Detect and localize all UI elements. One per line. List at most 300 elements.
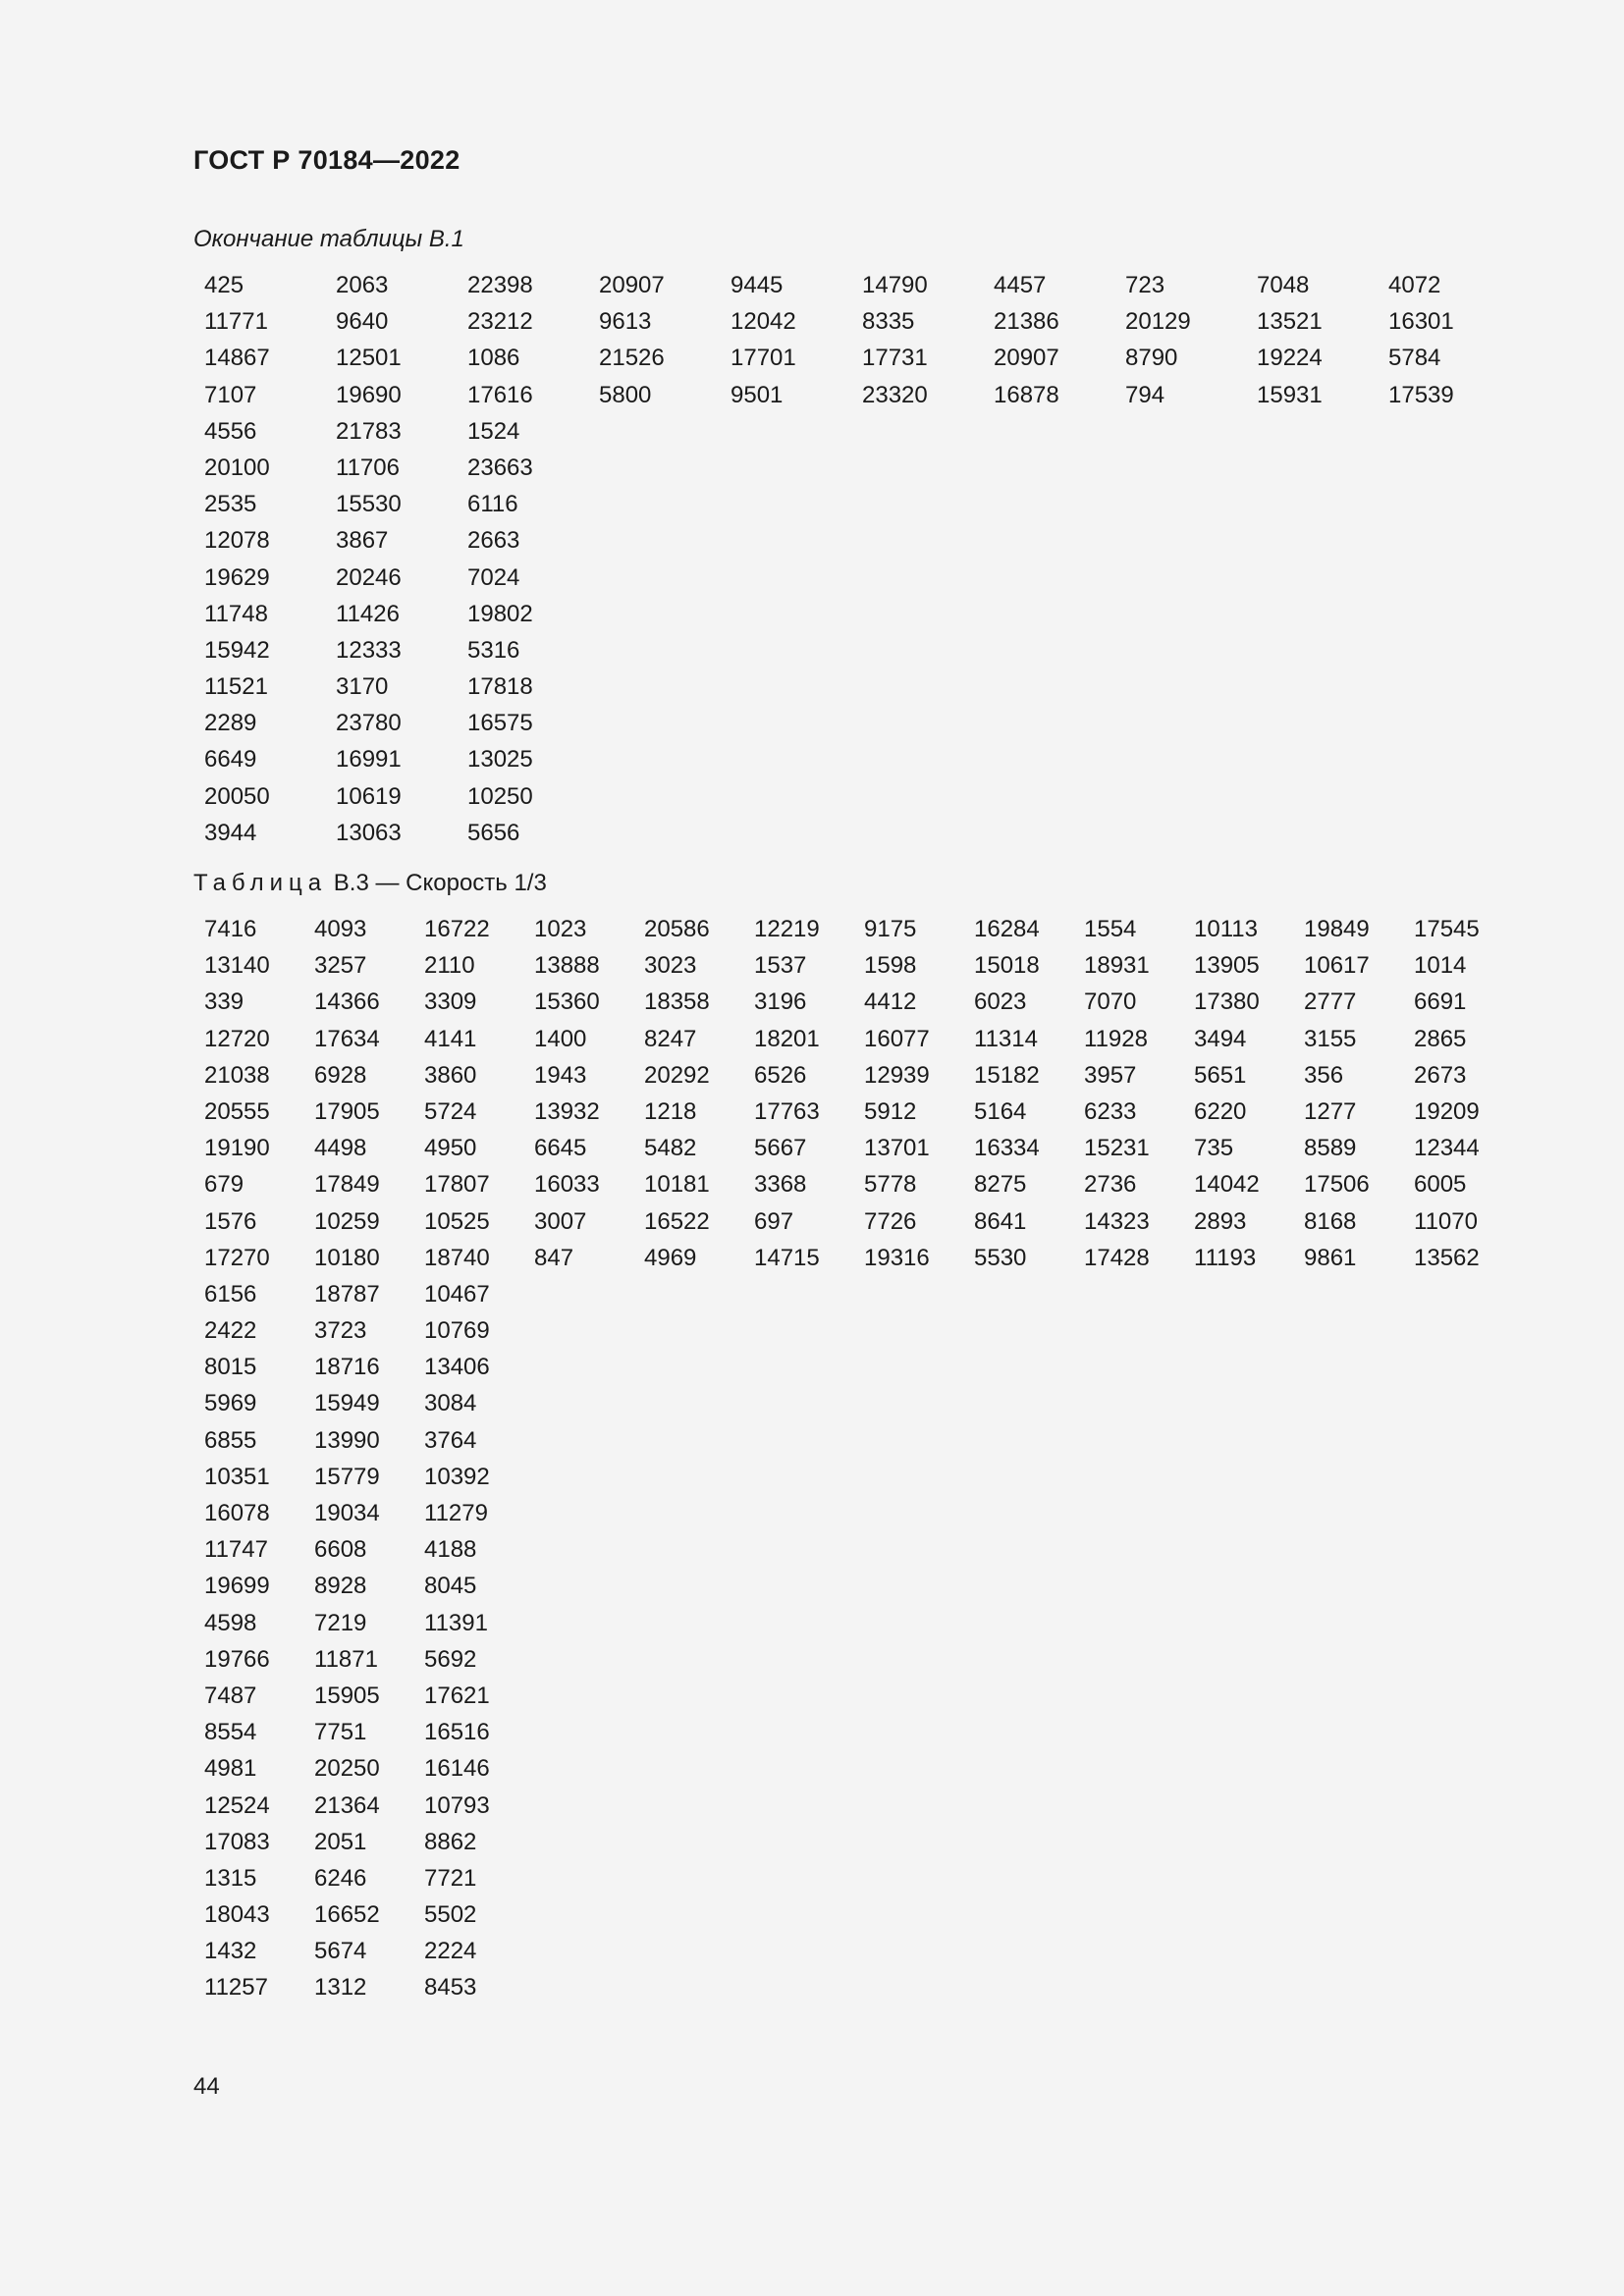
- table-cell: 11314: [974, 1025, 1038, 1052]
- table-cell: 8247: [644, 1025, 697, 1052]
- table-cell: [731, 601, 862, 637]
- table-cell: 12344: [1414, 1135, 1480, 1162]
- table-cell: [1194, 1682, 1304, 1719]
- table-cell: [599, 710, 731, 746]
- table-cell: 1014: [1414, 952, 1467, 980]
- table-cell: 23780: [336, 710, 402, 737]
- table-cell: [974, 1610, 1084, 1646]
- table-cell: 5656: [467, 819, 520, 846]
- table-cell: 10392: [424, 1463, 490, 1490]
- table-cell: 6023: [974, 988, 1027, 1016]
- table-row: [204, 1755, 1524, 1791]
- table-row: [204, 1974, 1524, 2010]
- table-row: [204, 345, 1520, 381]
- table-cell: 4188: [424, 1536, 477, 1564]
- table-cell: [1414, 1938, 1524, 1974]
- table-cell: [1084, 1938, 1194, 1974]
- table-cell: 21364: [314, 1791, 380, 1819]
- table-cell: [1414, 1354, 1524, 1390]
- table-cell: 19209: [1414, 1097, 1480, 1125]
- table-cell: 5164: [974, 1097, 1027, 1125]
- table-cell: [1125, 783, 1257, 820]
- table-cell: 10113: [1194, 916, 1258, 942]
- table-cell: 13063: [336, 819, 402, 846]
- table-cell: 11871: [314, 1645, 378, 1673]
- table-cell: [1084, 1536, 1194, 1573]
- table-cell: [862, 637, 994, 673]
- table-cell: 1943: [534, 1061, 587, 1089]
- table-cell: [1388, 637, 1520, 673]
- table-cell: [864, 1427, 974, 1464]
- table-row: [204, 1536, 1524, 1573]
- table-cell: 15182: [974, 1061, 1040, 1089]
- table-b3-caption: [193, 870, 547, 897]
- table-cell: 5482: [644, 1135, 697, 1162]
- table-cell: 9640: [336, 308, 389, 336]
- table-cell: 12078: [204, 527, 270, 555]
- table-cell: 16078: [204, 1500, 270, 1526]
- table-cell: [1304, 1719, 1414, 1755]
- table-cell: [644, 1646, 754, 1682]
- table-cell: 3084: [424, 1390, 477, 1417]
- table-cell: 13888: [534, 952, 600, 980]
- table-cell: [1084, 1646, 1194, 1682]
- table-cell: [1084, 1390, 1194, 1426]
- table-cell: 1277: [1304, 1097, 1357, 1125]
- table-cell: 6645: [534, 1135, 587, 1162]
- table-row: [204, 746, 1520, 782]
- table-cell: 5651: [1194, 1061, 1247, 1089]
- table-cell: [1388, 418, 1520, 454]
- table-cell: [864, 1938, 974, 1974]
- table-cell: 20050: [204, 782, 270, 810]
- table-cell: 10250: [467, 782, 533, 810]
- table-cell: 19849: [1304, 916, 1370, 942]
- table-cell: 3764: [424, 1426, 477, 1454]
- table-cell: 8641: [974, 1207, 1027, 1235]
- table-cell: 3196: [754, 988, 807, 1016]
- table-cell: 8862: [424, 1828, 477, 1855]
- table-cell: 1598: [864, 952, 917, 980]
- table-cell: [1257, 673, 1388, 710]
- table-cell: [1414, 1682, 1524, 1719]
- table-cell: [1304, 1354, 1414, 1390]
- table-cell: [994, 527, 1125, 563]
- table-cell: [599, 454, 731, 491]
- table-cell: [1084, 1610, 1194, 1646]
- table-cell: [1304, 1901, 1414, 1938]
- table-cell: 18358: [644, 988, 710, 1016]
- table-cell: 17905: [314, 1097, 380, 1125]
- table-cell: 2110: [424, 952, 475, 980]
- table-cell: 15942: [204, 636, 270, 664]
- table-row: [204, 1062, 1524, 1098]
- table-cell: [1388, 601, 1520, 637]
- table-cell: [862, 454, 994, 491]
- table-cell: 15530: [336, 491, 402, 518]
- table-cell: [1304, 1317, 1414, 1354]
- table-row: [204, 1317, 1524, 1354]
- table-cell: [644, 1317, 754, 1354]
- table-cell: [994, 710, 1125, 746]
- table-cell: [1257, 746, 1388, 782]
- table-cell: 13990: [314, 1426, 380, 1454]
- table-cell: [1388, 527, 1520, 563]
- table-cell: 2422: [204, 1317, 257, 1345]
- table-cell: 5800: [599, 381, 652, 408]
- table-cell: 18787: [314, 1280, 380, 1308]
- table-cell: 3957: [1084, 1061, 1137, 1089]
- table-cell: [754, 1464, 864, 1500]
- table-cell: [1414, 1719, 1524, 1755]
- table-cell: [864, 1646, 974, 1682]
- table-cell: [534, 1938, 644, 1974]
- table-cell: [599, 601, 731, 637]
- table-cell: 11928: [1084, 1025, 1148, 1052]
- table-cell: [1388, 491, 1520, 527]
- table-cell: 10259: [314, 1207, 380, 1235]
- table-cell: 11706: [336, 454, 400, 481]
- table-cell: [1125, 673, 1257, 710]
- table-cell: 17849: [314, 1171, 380, 1199]
- table-cell: 10351: [204, 1463, 270, 1490]
- table-cell: [862, 564, 994, 601]
- table-cell: 6928: [314, 1061, 367, 1089]
- table-cell: 6116: [467, 491, 518, 518]
- table-cell: 20555: [204, 1097, 270, 1125]
- table-cell: 679: [204, 1171, 244, 1199]
- table-cell: [1414, 1829, 1524, 1865]
- table-cell: [1125, 820, 1257, 856]
- table-cell: [534, 1755, 644, 1791]
- table-cell: [1084, 1317, 1194, 1354]
- table-cell: [974, 1682, 1084, 1719]
- table-cell: 19224: [1257, 345, 1323, 372]
- table-cell: 735: [1194, 1135, 1234, 1162]
- table-cell: [1304, 1646, 1414, 1682]
- table-cell: [1257, 637, 1388, 673]
- table-cell: 21783: [336, 417, 402, 445]
- table-cell: 11426: [336, 600, 400, 627]
- table-cell: 6608: [314, 1536, 367, 1564]
- table-cell: [974, 1354, 1084, 1390]
- table-cell: [1084, 1354, 1194, 1390]
- table-cell: [644, 1500, 754, 1536]
- table-cell: [1388, 820, 1520, 856]
- table-cell: [534, 1682, 644, 1719]
- table-cell: 5784: [1388, 345, 1441, 372]
- table-row: [204, 1026, 1524, 1062]
- table-cell: [644, 1281, 754, 1317]
- table-cell: 17807: [424, 1171, 490, 1199]
- table-cell: [731, 637, 862, 673]
- table-cell: 16301: [1388, 308, 1454, 336]
- table-cell: [864, 1682, 974, 1719]
- table-cell: [1414, 1390, 1524, 1426]
- table-cell: [974, 1865, 1084, 1901]
- table-cell: 16334: [974, 1135, 1040, 1162]
- table-cell: 11257: [204, 1974, 268, 2002]
- table-row: [204, 1901, 1524, 1938]
- table-cell: 17545: [1414, 916, 1480, 942]
- table-cell: [1125, 491, 1257, 527]
- table-cell: 8015: [204, 1354, 257, 1381]
- table-cell: [754, 1573, 864, 1609]
- table-cell: [862, 527, 994, 563]
- table-cell: [754, 1719, 864, 1755]
- table-cell: 8335: [862, 308, 915, 336]
- table-cell: 16033: [534, 1171, 600, 1199]
- table-row: [204, 1646, 1524, 1682]
- table-row: [204, 916, 1524, 952]
- table-cell: [1084, 1573, 1194, 1609]
- table-cell: [1194, 1536, 1304, 1573]
- table-cell: 11747: [204, 1536, 268, 1564]
- table-cell: [974, 1317, 1084, 1354]
- table-cell: [1194, 1390, 1304, 1426]
- table-cell: [994, 820, 1125, 856]
- table-cell: 15231: [1084, 1135, 1150, 1162]
- table-cell: 19190: [204, 1135, 270, 1162]
- table-cell: 7726: [864, 1207, 917, 1235]
- table-cell: [974, 1646, 1084, 1682]
- table-cell: [1304, 1500, 1414, 1536]
- table-cell: [1194, 1719, 1304, 1755]
- table-cell: 6233: [1084, 1097, 1137, 1125]
- table-cell: [862, 820, 994, 856]
- table-cell: 19690: [336, 381, 402, 408]
- table-cell: [754, 1829, 864, 1865]
- table-cell: [994, 783, 1125, 820]
- table-row: [204, 1865, 1524, 1901]
- table-cell: [754, 1610, 864, 1646]
- table-row: [204, 1245, 1524, 1281]
- table-cell: [534, 1536, 644, 1573]
- table-row: [204, 1792, 1524, 1829]
- table-row: [204, 1610, 1524, 1646]
- table-cell: 4093: [314, 916, 367, 942]
- table-cell: 23663: [467, 454, 533, 481]
- table-cell: [1194, 1901, 1304, 1938]
- table-cell: [974, 1901, 1084, 1938]
- table-cell: [994, 601, 1125, 637]
- table-cell: 1537: [754, 952, 807, 980]
- table-cell: 13562: [1414, 1244, 1480, 1271]
- table-cell: [644, 1536, 754, 1573]
- table-cell: 3155: [1304, 1025, 1357, 1052]
- table-cell: [534, 1792, 644, 1829]
- table-cell: 20907: [599, 272, 665, 298]
- table-cell: [731, 418, 862, 454]
- table-cell: [754, 1792, 864, 1829]
- table-cell: 8168: [1304, 1207, 1357, 1235]
- table-cell: [644, 1755, 754, 1791]
- table-cell: [1125, 527, 1257, 563]
- table-cell: [864, 1390, 974, 1426]
- table-cell: 15018: [974, 952, 1040, 980]
- table-row: [204, 1354, 1524, 1390]
- table-cell: 1315: [204, 1864, 257, 1892]
- table-cell: [754, 1281, 864, 1317]
- table-cell: [1388, 746, 1520, 782]
- table-cell: [974, 1719, 1084, 1755]
- table-cell: [1304, 1682, 1414, 1719]
- table-cell: [1304, 1755, 1414, 1791]
- table-cell: [974, 1464, 1084, 1500]
- table-cell: 8589: [1304, 1135, 1357, 1162]
- table-cell: [731, 746, 862, 782]
- table-cell: [1304, 1610, 1414, 1646]
- table-cell: 2535: [204, 491, 257, 518]
- table-cell: 11070: [1414, 1207, 1478, 1235]
- table-cell: 13701: [864, 1135, 930, 1162]
- table-cell: 2051: [314, 1828, 367, 1855]
- table-cell: 10180: [314, 1244, 380, 1271]
- table-cell: [1084, 1792, 1194, 1829]
- table-cell: [1194, 1427, 1304, 1464]
- table-cell: 2063: [336, 272, 389, 298]
- table-row: [204, 1829, 1524, 1865]
- table-cell: [864, 1354, 974, 1390]
- table-cell: 6691: [1414, 988, 1467, 1016]
- table-cell: [974, 1974, 1084, 2010]
- table-cell: [1257, 601, 1388, 637]
- table-cell: [862, 601, 994, 637]
- table-cell: 17763: [754, 1097, 820, 1125]
- table-cell: [1125, 454, 1257, 491]
- table-cell: 16652: [314, 1901, 380, 1929]
- table-cell: [731, 783, 862, 820]
- table-cell: [644, 1354, 754, 1390]
- table-cell: [1388, 783, 1520, 820]
- table-cell: 16284: [974, 916, 1040, 942]
- table-cell: [1194, 1792, 1304, 1829]
- table-cell: [644, 1901, 754, 1938]
- table-cell: 9613: [599, 308, 652, 336]
- table-cell: [754, 1317, 864, 1354]
- table-cell: [864, 1281, 974, 1317]
- table-cell: 12939: [864, 1061, 930, 1089]
- table-cell: [1257, 710, 1388, 746]
- table-row: [204, 1500, 1524, 1536]
- table-cell: 723: [1125, 272, 1165, 298]
- table-cell: [1414, 1646, 1524, 1682]
- table-cell: [1084, 1829, 1194, 1865]
- table-cell: [1125, 746, 1257, 782]
- table-cell: 11521: [204, 673, 268, 701]
- table-cell: [1414, 1573, 1524, 1609]
- table-cell: [754, 1354, 864, 1390]
- table-cell: [534, 1354, 644, 1390]
- table-cell: 19316: [864, 1244, 930, 1271]
- table-cell: 18043: [204, 1901, 270, 1929]
- table-cell: [534, 1865, 644, 1901]
- table-cell: 9861: [1304, 1244, 1357, 1271]
- table-cell: 3170: [336, 673, 389, 701]
- table-cell: 20129: [1125, 308, 1191, 336]
- table-row: [204, 1427, 1524, 1464]
- table-cell: [864, 1317, 974, 1354]
- table-cell: [1125, 564, 1257, 601]
- table-cell: 10181: [644, 1171, 710, 1199]
- table-cell: [1414, 1500, 1524, 1536]
- table-cell: [1304, 1390, 1414, 1426]
- table-cell: 3023: [644, 952, 697, 980]
- table-cell: 3944: [204, 819, 257, 846]
- table-cell: [1304, 1938, 1414, 1974]
- table-cell: [1304, 1974, 1414, 2010]
- table-row: [204, 1208, 1524, 1245]
- table-cell: 3257: [314, 952, 367, 980]
- table-cell: [1194, 1500, 1304, 1536]
- table-row: [204, 1135, 1524, 1171]
- table-b3-body: [204, 916, 1524, 2011]
- table-cell: [1194, 1317, 1304, 1354]
- table-cell: 18201: [754, 1025, 820, 1052]
- table-cell: [1194, 1938, 1304, 1974]
- table-cell: 17428: [1084, 1244, 1150, 1271]
- continuation-caption: Окончание таблицы В.1: [193, 226, 464, 252]
- table-cell: 12333: [336, 636, 402, 664]
- table-cell: 7721: [424, 1864, 477, 1892]
- table-cell: [864, 1536, 974, 1573]
- table-cell: 10617: [1304, 952, 1370, 980]
- table-cell: [1257, 527, 1388, 563]
- table-cell: 12524: [204, 1791, 270, 1819]
- table-cell: 19034: [314, 1500, 380, 1526]
- table-cell: 10467: [424, 1280, 490, 1308]
- table-cell: 20100: [204, 454, 270, 481]
- table-cell: 19629: [204, 563, 270, 591]
- table-cell: 9445: [731, 272, 784, 298]
- table-cell: [644, 1865, 754, 1901]
- table-cell: [731, 564, 862, 601]
- table-cell: [599, 564, 731, 601]
- table-cell: 4457: [994, 272, 1047, 298]
- table-cell: [1388, 710, 1520, 746]
- table-cell: [1388, 673, 1520, 710]
- table-cell: [974, 1390, 1084, 1426]
- table-cell: 20246: [336, 563, 402, 591]
- table-cell: [862, 491, 994, 527]
- table-row: [204, 1573, 1524, 1609]
- table-cell: 17731: [862, 345, 928, 372]
- table-cell: [644, 1974, 754, 2010]
- table-cell: [1084, 1719, 1194, 1755]
- table-cell: 4412: [864, 988, 917, 1016]
- table-row: [204, 1464, 1524, 1500]
- table-cell: 6156: [204, 1280, 257, 1308]
- table-cell: 16575: [467, 710, 533, 737]
- table-cell: [754, 1390, 864, 1426]
- table-cell: 17539: [1388, 381, 1454, 408]
- table-cell: [1414, 1974, 1524, 2010]
- table-cell: [1257, 454, 1388, 491]
- table-cell: [534, 1317, 644, 1354]
- table-cell: [1125, 601, 1257, 637]
- table-cell: [534, 1427, 644, 1464]
- table-row: [204, 272, 1520, 308]
- table-cell: 2663: [467, 527, 520, 555]
- table-cell: 3368: [754, 1171, 807, 1199]
- table-cell: 17818: [467, 673, 533, 701]
- table-cell: [754, 1427, 864, 1464]
- table-cell: 13905: [1194, 952, 1260, 980]
- table-cell: 15949: [314, 1390, 380, 1417]
- table-cell: 23212: [467, 308, 533, 336]
- table-cell: 794: [1125, 381, 1165, 408]
- table-row: [204, 527, 1520, 563]
